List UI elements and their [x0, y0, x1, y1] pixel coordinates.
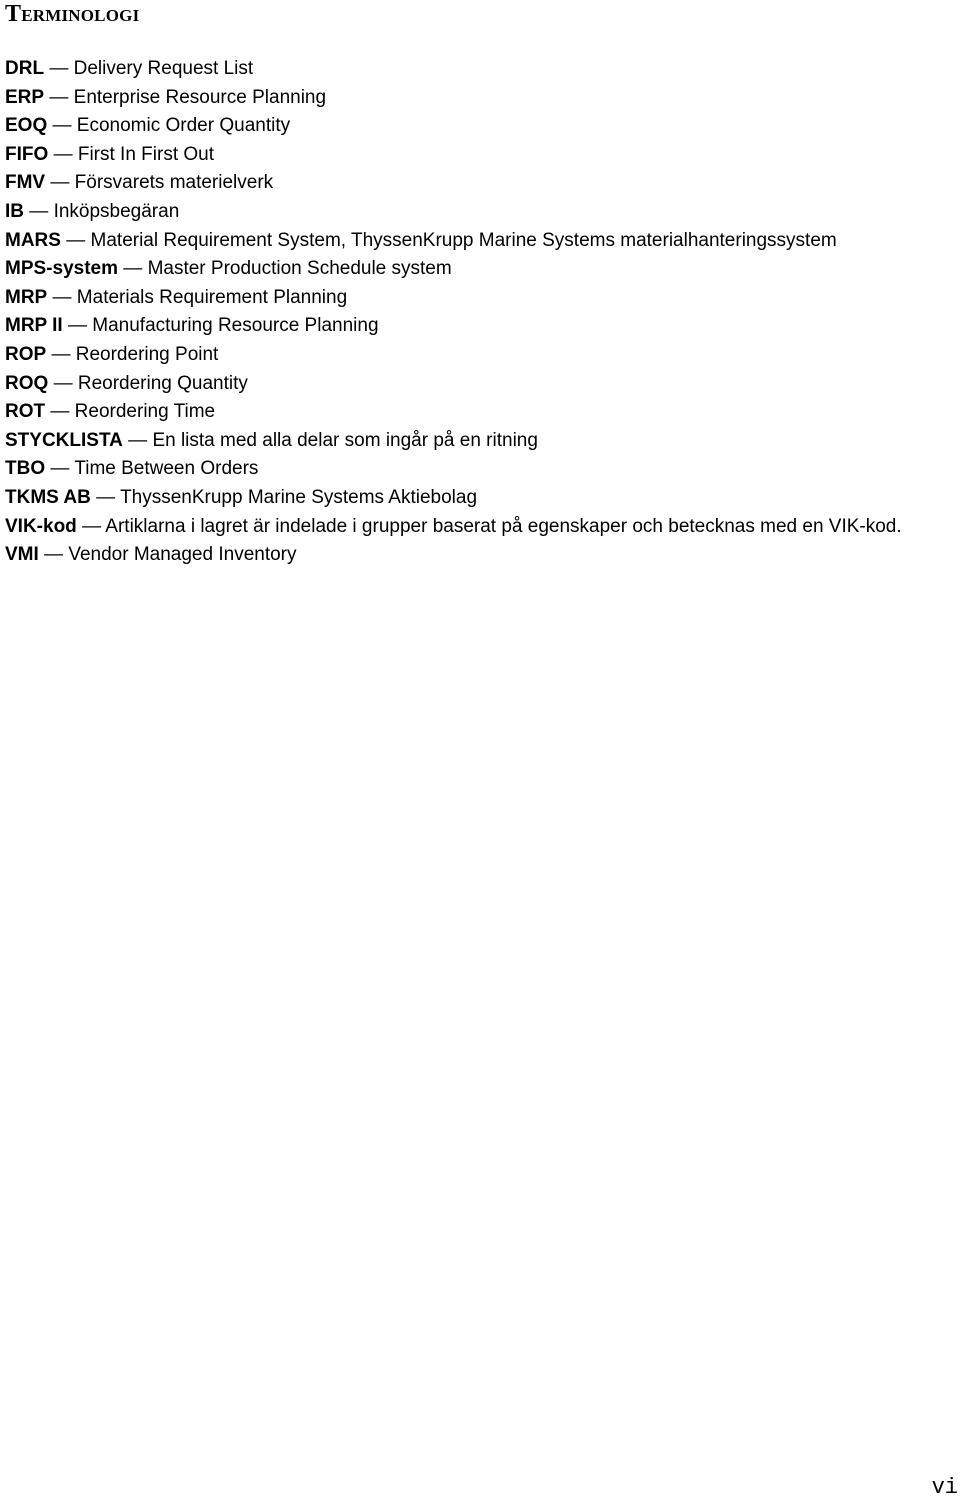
term-definition: Reordering Quantity: [77, 372, 248, 394]
term-definition: Inköpsbegäran: [53, 200, 180, 222]
term-definition: Manufacturing Resource Planning: [92, 315, 379, 337]
term-definition: Material Requirement System, ThyssenKrupp Marine Systems materialhanteringssystem: [90, 229, 837, 251]
term-definition: En lista med alla delar som ingår på en ritning: [152, 429, 538, 451]
term-separator: —: [52, 115, 72, 137]
term-entry: [5, 227, 955, 256]
term-separator: —: [50, 172, 70, 194]
term-separator: —: [50, 458, 70, 480]
term-abbreviation: VMI: [5, 544, 39, 566]
term-entry: [5, 284, 955, 313]
term-definition: Enterprise Resource Planning: [73, 86, 327, 108]
term-separator: —: [123, 258, 143, 280]
term-definition: Artiklarna i lagret är indelade i grupper baserat på egenskaper och betecknas med en VIK-kod.: [105, 515, 902, 537]
terminology-list: [5, 55, 955, 570]
term-definition: Time Between Orders: [74, 458, 259, 480]
term-definition: Vendor Managed Inventory: [68, 544, 297, 566]
term-separator: —: [51, 343, 71, 365]
term-separator: —: [53, 372, 73, 394]
term-abbreviation: FIFO: [5, 143, 49, 165]
term-separator: —: [96, 486, 116, 508]
term-separator: —: [128, 429, 148, 451]
term-entry: [5, 198, 955, 227]
term-entry: [5, 55, 955, 84]
term-definition: Reordering Point: [75, 343, 219, 365]
term-abbreviation: FMV: [5, 172, 46, 194]
term-entry: [5, 513, 955, 542]
term-separator: —: [52, 286, 72, 308]
term-abbreviation: MPS-system: [5, 258, 118, 280]
term-abbreviation: ERP: [5, 86, 45, 108]
term-entry: [5, 141, 955, 170]
term-separator: —: [44, 544, 64, 566]
term-separator: —: [50, 401, 70, 423]
term-abbreviation: MRP II: [5, 315, 63, 337]
term-abbreviation: EOQ: [5, 115, 48, 137]
term-entry: [5, 541, 955, 570]
term-separator: —: [66, 229, 86, 251]
term-abbreviation: IB: [5, 200, 24, 222]
term-entry: [5, 312, 955, 341]
term-entry: [5, 255, 955, 284]
term-definition: Reordering Time: [74, 401, 216, 423]
term-separator: —: [29, 200, 49, 222]
term-separator: —: [49, 58, 69, 79]
term-entry: [5, 455, 955, 484]
term-abbreviation: ROP: [5, 343, 47, 365]
term-definition: Master Production Schedule system: [147, 258, 452, 280]
term-separator: —: [53, 143, 73, 165]
term-definition: Försvarets materielverk: [74, 172, 274, 194]
term-separator: —: [82, 515, 102, 537]
page-number: vi: [931, 1475, 958, 1500]
term-abbreviation: MRP: [5, 286, 48, 308]
term-entry: [5, 484, 955, 513]
term-definition: First In First Out: [77, 143, 215, 165]
term-entry: [5, 427, 955, 456]
term-entry: [5, 370, 955, 399]
term-abbreviation: VIK-kod: [5, 515, 77, 537]
term-separator: —: [68, 315, 87, 337]
term-abbreviation: MARS: [5, 229, 61, 251]
term-entry: [5, 84, 955, 113]
term-definition: ThyssenKrupp Marine Systems Aktiebolag: [120, 486, 478, 508]
term-separator: —: [49, 86, 69, 108]
term-abbreviation: ROQ: [5, 372, 49, 394]
term-entry: [5, 169, 955, 198]
term-definition: Materials Requirement Planning: [76, 286, 348, 308]
term-abbreviation: STYCKLISTA: [5, 429, 123, 451]
term-abbreviation: ROT: [5, 401, 46, 423]
term-abbreviation: TBO: [5, 458, 46, 480]
term-entry: [5, 112, 955, 141]
term-entry: [5, 398, 955, 427]
term-definition: Economic Order Quantity: [76, 115, 291, 137]
term-definition: Delivery Request List: [73, 58, 254, 79]
section-heading: Terminologi: [5, 1, 140, 27]
term-entry: [5, 341, 955, 370]
term-abbreviation: TKMS AB: [5, 486, 91, 508]
term-abbreviation: DRL: [5, 58, 45, 79]
